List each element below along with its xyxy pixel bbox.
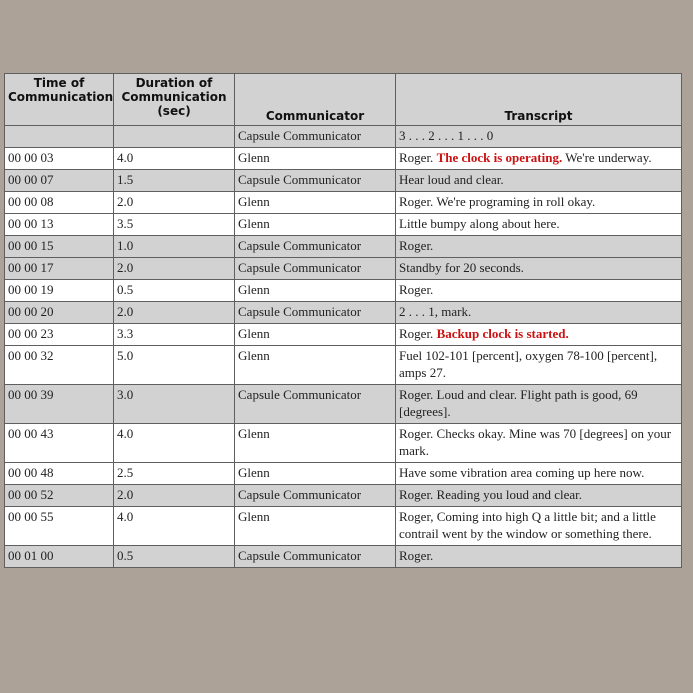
- duration-cell: 2.0: [114, 192, 234, 213]
- transcript-text: Roger. Reading you loud and clear.: [399, 487, 583, 502]
- transcript-text: Roger, Coming into high Q a little bit; and a little contrail went by the window or something there.: [399, 509, 656, 541]
- header-duration: Duration of Communication (sec): [114, 74, 234, 125]
- time-cell: 00 00 19: [5, 280, 113, 301]
- header-time: Time of Communication: [5, 74, 113, 125]
- transcript-text: Roger.: [399, 548, 434, 563]
- transcript-text: Standby for 20 seconds.: [399, 260, 524, 275]
- communicator-cell: Capsule Communicator: [235, 485, 395, 506]
- transcript-highlight: Backup clock is started.: [436, 326, 569, 341]
- duration-cell: [114, 126, 234, 147]
- table-row: [5, 126, 681, 147]
- time-cell: 00 00 43: [5, 424, 113, 462]
- transcript-cell: [396, 192, 681, 213]
- transcript-text: Little bumpy along about here.: [399, 216, 560, 231]
- duration-cell: 0.5: [114, 546, 234, 567]
- transcript-highlight: The clock is operating.: [436, 150, 563, 165]
- duration-cell: 3.0: [114, 385, 234, 423]
- time-cell: 00 00 17: [5, 258, 113, 279]
- transcript-cell: [396, 385, 681, 423]
- communicator-cell: Capsule Communicator: [235, 302, 395, 323]
- table-row: [5, 236, 681, 257]
- time-cell: 00 00 07: [5, 170, 113, 191]
- transcript-text: Fuel 102-101 [percent], oxygen 78-100 [percent], amps 27.: [399, 348, 658, 380]
- transcript-cell: [396, 546, 681, 567]
- duration-cell: 2.0: [114, 302, 234, 323]
- communicator-cell: Capsule Communicator: [235, 170, 395, 191]
- time-cell: 00 00 55: [5, 507, 113, 545]
- table-row: [5, 324, 681, 345]
- transcript-cell: [396, 280, 681, 301]
- transcript-cell: [396, 258, 681, 279]
- duration-cell: 2.0: [114, 485, 234, 506]
- transcript-text: Roger.: [399, 150, 437, 165]
- transcript-cell: [396, 485, 681, 506]
- communicator-cell: Capsule Communicator: [235, 546, 395, 567]
- duration-cell: 4.0: [114, 148, 234, 169]
- duration-cell: 4.0: [114, 424, 234, 462]
- table-row: [5, 546, 681, 567]
- communicator-cell: Glenn: [235, 346, 395, 384]
- transcript-cell: [396, 214, 681, 235]
- table-row: [5, 302, 681, 323]
- header-transcript: Transcript: [396, 74, 681, 125]
- transcript-cell: [396, 507, 681, 545]
- table-row: [5, 214, 681, 235]
- table-row: [5, 148, 681, 169]
- transcript-text: Roger.: [399, 282, 434, 297]
- time-cell: 00 00 08: [5, 192, 113, 213]
- time-cell: 00 00 03: [5, 148, 113, 169]
- transcript-cell: [396, 126, 681, 147]
- communicator-cell: Capsule Communicator: [235, 258, 395, 279]
- duration-cell: 2.5: [114, 463, 234, 484]
- time-cell: 00 00 13: [5, 214, 113, 235]
- transcript-text: Roger.: [399, 326, 437, 341]
- duration-cell: 0.5: [114, 280, 234, 301]
- table-header: [5, 74, 681, 125]
- duration-cell: 3.5: [114, 214, 234, 235]
- transcript-cell: [396, 170, 681, 191]
- time-cell: 00 00 15: [5, 236, 113, 257]
- communicator-cell: Glenn: [235, 280, 395, 301]
- transcript-cell: [396, 148, 681, 169]
- table-row: [5, 192, 681, 213]
- time-cell: 00 00 23: [5, 324, 113, 345]
- transcript-text: Roger. Loud and clear. Flight path is good, 69 [degrees].: [399, 387, 638, 419]
- table-row: [5, 385, 681, 423]
- transcript-text: Have some vibration area coming up here now.: [399, 465, 645, 480]
- time-cell: 00 00 20: [5, 302, 113, 323]
- time-cell: 00 00 39: [5, 385, 113, 423]
- communicator-cell: Capsule Communicator: [235, 126, 395, 147]
- transcript-cell: [396, 463, 681, 484]
- transcript-cell: [396, 236, 681, 257]
- communicator-cell: Glenn: [235, 192, 395, 213]
- transcript-cell: [396, 302, 681, 323]
- table-row: [5, 485, 681, 506]
- duration-cell: 2.0: [114, 258, 234, 279]
- communicator-cell: Glenn: [235, 324, 395, 345]
- communicator-cell: Glenn: [235, 148, 395, 169]
- table-row: [5, 507, 681, 545]
- time-cell: [5, 126, 113, 147]
- table-row: [5, 280, 681, 301]
- time-cell: 00 00 32: [5, 346, 113, 384]
- duration-cell: 4.0: [114, 507, 234, 545]
- communicator-cell: Glenn: [235, 463, 395, 484]
- table-row: [5, 424, 681, 462]
- transcript-text: Roger. We're programing in roll okay.: [399, 194, 596, 209]
- transcript-text: Hear loud and clear.: [399, 172, 504, 187]
- transcript-cell: [396, 424, 681, 462]
- time-cell: 00 00 52: [5, 485, 113, 506]
- duration-cell: 1.5: [114, 170, 234, 191]
- transcript-table: [4, 73, 682, 568]
- transcript-text-after: We're underway.: [562, 150, 652, 165]
- transcript-text: Roger. Checks okay. Mine was 70 [degrees] on your mark.: [399, 426, 672, 458]
- transcript-cell: [396, 346, 681, 384]
- transcript-text: 2 . . . 1, mark.: [399, 304, 472, 319]
- transcript-text: Roger.: [399, 238, 434, 253]
- duration-cell: 5.0: [114, 346, 234, 384]
- transcript-cell: [396, 324, 681, 345]
- table-row: [5, 170, 681, 191]
- header-row: [5, 74, 681, 125]
- table-row: [5, 346, 681, 384]
- duration-cell: 3.3: [114, 324, 234, 345]
- communicator-cell: Capsule Communicator: [235, 385, 395, 423]
- communicator-cell: Glenn: [235, 507, 395, 545]
- transcript-text: 3 . . . 2 . . . 1 . . . 0: [399, 128, 494, 143]
- time-cell: 00 01 00: [5, 546, 113, 567]
- table-row: [5, 258, 681, 279]
- duration-cell: 1.0: [114, 236, 234, 257]
- communicator-cell: Capsule Communicator: [235, 236, 395, 257]
- table-row: [5, 463, 681, 484]
- table-body: [5, 126, 681, 567]
- header-communicator: Communicator: [235, 74, 395, 125]
- communicator-cell: Glenn: [235, 214, 395, 235]
- time-cell: 00 00 48: [5, 463, 113, 484]
- communicator-cell: Glenn: [235, 424, 395, 462]
